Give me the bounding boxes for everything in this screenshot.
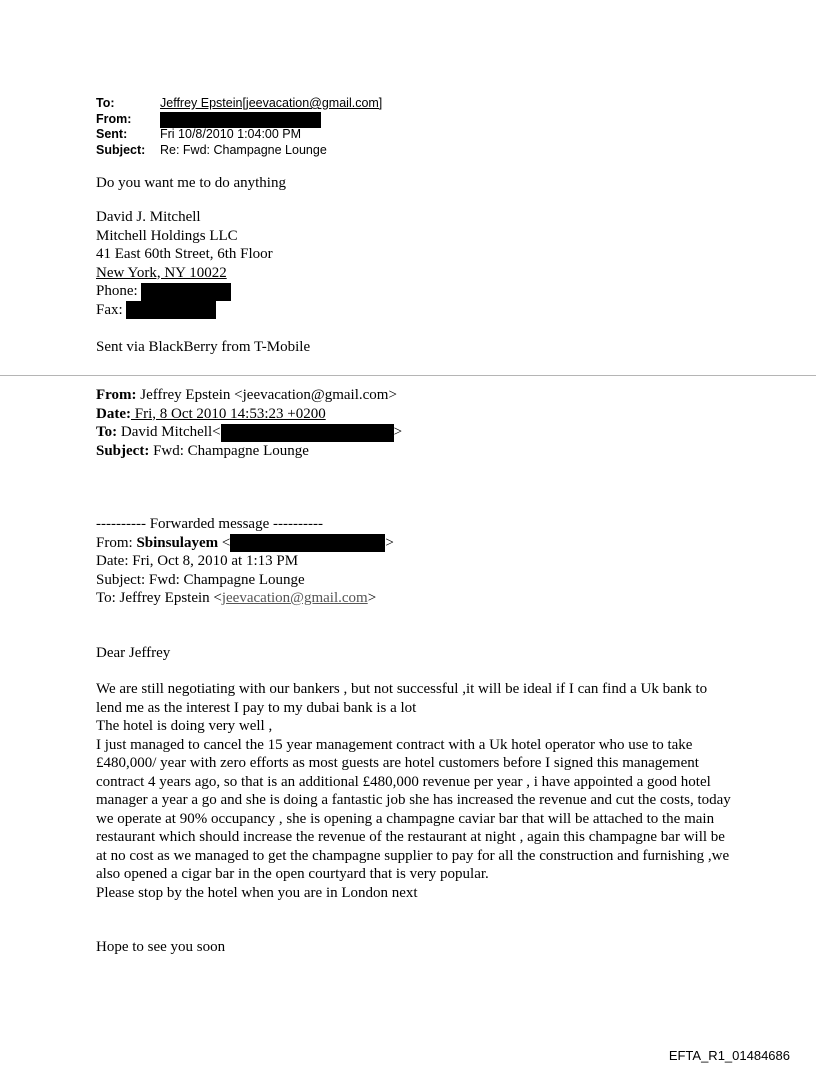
forwarded-to-prefix: To: Jeffrey Epstein <: [96, 590, 222, 607]
quoted-date-label: Date:: [96, 405, 131, 422]
forwarded-to-email-link[interactable]: jeevacation@gmail.com: [221, 590, 368, 607]
signature: [96, 208, 273, 319]
header-subject-value: Re: Fwd: Champagne Lounge: [160, 142, 327, 157]
signature-address-line1: 41 East 60th Street, 6th Floor: [96, 246, 273, 262]
letter-paragraph: We are still negotiating with our bankers , but not successful ,it will be ideal if I can find a Uk bank to lend me as the interest I pay to my dubai bank is a lot: [96, 681, 708, 716]
message-divider: [0, 375, 816, 376]
forwarded-to-row: [96, 589, 394, 608]
quoted-to-value: David Mitchell<: [117, 424, 221, 440]
quoted-header: [96, 386, 402, 460]
quoted-subject-value: Fwd: Champagne Lounge: [149, 442, 309, 459]
letter-paragraph: I just managed to cancel the 15 year management contract with a Uk hotel operator who use to take £480,000/ year with zero efforts as most guests are hotel customers before I signed this management contract 4 years ago, so that is an additional £480,000 revenue per year , i have appointed a good hotel manager a year a go and she is doing a fantastic job she has increased the revenue and cut the costs, today we operate at 90% occupancy , she is opening a champagne caviar bar that will be attached to the main restaurant which should increase the revenue of the restaurant at night , again this champagne bar will be at no cost as we managed to get the champagne supplier to pay for all the construction and furnishing ,we also opened a cigar bar in the open courtyard that is very popular.: [96, 736, 731, 882]
forwarded-from-open: <: [218, 534, 231, 551]
quoted-to-label: To:: [96, 424, 118, 440]
header-to-row: [96, 96, 382, 112]
signature-company: Mitchell Holdings LLC: [96, 227, 238, 244]
header-sent-label: Sent:: [96, 127, 128, 141]
header-from-label: From:: [96, 111, 132, 126]
header-to-label: To:: [96, 96, 115, 110]
header-subject-label: Subject:: [96, 142, 146, 157]
signature-name: David J. Mitchell: [96, 209, 201, 225]
header-subject-row: [96, 143, 382, 159]
redaction-box: [221, 424, 394, 442]
redaction-box: [160, 112, 321, 128]
quoted-date-value: Fri, 8 Oct 2010 14:53:23 +0200: [130, 405, 326, 422]
signature-fax-label: Fax:: [96, 301, 123, 318]
quoted-date-row: [96, 405, 402, 424]
document-id: EFTA_R1_01484686: [668, 1048, 790, 1063]
redaction-box: [126, 301, 216, 319]
letter-closing: Hope to see you soon: [96, 939, 226, 955]
redaction-box: [141, 283, 231, 301]
letter-line: Please stop by the hotel when you are in London next: [96, 884, 418, 901]
header-sent-value: Fri 10/8/2010 1:04:00 PM: [160, 127, 302, 141]
header-to-value[interactable]: Jeffrey Epstein[jeevacation@gmail.com]: [160, 96, 383, 110]
forwarded-header: [96, 515, 394, 608]
signature-address-line2: New York, NY 10022: [96, 264, 227, 281]
redaction-box: [230, 534, 385, 552]
header-sent-row: [96, 127, 382, 143]
email-header: [96, 96, 382, 158]
forwarded-to-close: >: [367, 590, 377, 607]
sent-via-line: Sent via BlackBerry from T-Mobile: [96, 339, 311, 355]
forwarded-marker: ---------- Forwarded message ----------: [96, 516, 323, 532]
quoted-from-row: [96, 386, 402, 405]
signature-fax-row: [96, 301, 273, 320]
header-from-row: [96, 112, 382, 128]
letter-greeting: Dear Jeffrey: [96, 645, 171, 661]
quoted-to-row: [96, 423, 402, 442]
forwarded-from-name: Sbinsulayem: [136, 534, 219, 551]
forwarded-from-prefix: From:: [96, 534, 137, 551]
quoted-subject-row: [96, 442, 402, 461]
forwarded-from-close: >: [385, 534, 394, 551]
reply-text: Do you want me to do anything: [96, 175, 286, 191]
signature-phone-row: [96, 282, 273, 301]
quoted-subject-label: Subject:: [96, 442, 150, 459]
forwarded-subject-row: Subject: Fwd: Champagne Lounge: [96, 571, 305, 588]
forwarded-date-row: Date: Fri, Oct 8, 2010 at 1:13 PM: [96, 553, 299, 570]
quoted-from-label: From:: [96, 387, 137, 403]
letter-line: The hotel is doing very well ,: [96, 718, 273, 734]
quoted-to-close: >: [393, 424, 403, 440]
quoted-from-value: Jeffrey Epstein <jeevacation@gmail.com>: [136, 387, 397, 403]
forwarded-from-row: [96, 534, 394, 553]
signature-phone-label: Phone:: [96, 283, 138, 299]
letter-body: [96, 680, 736, 902]
